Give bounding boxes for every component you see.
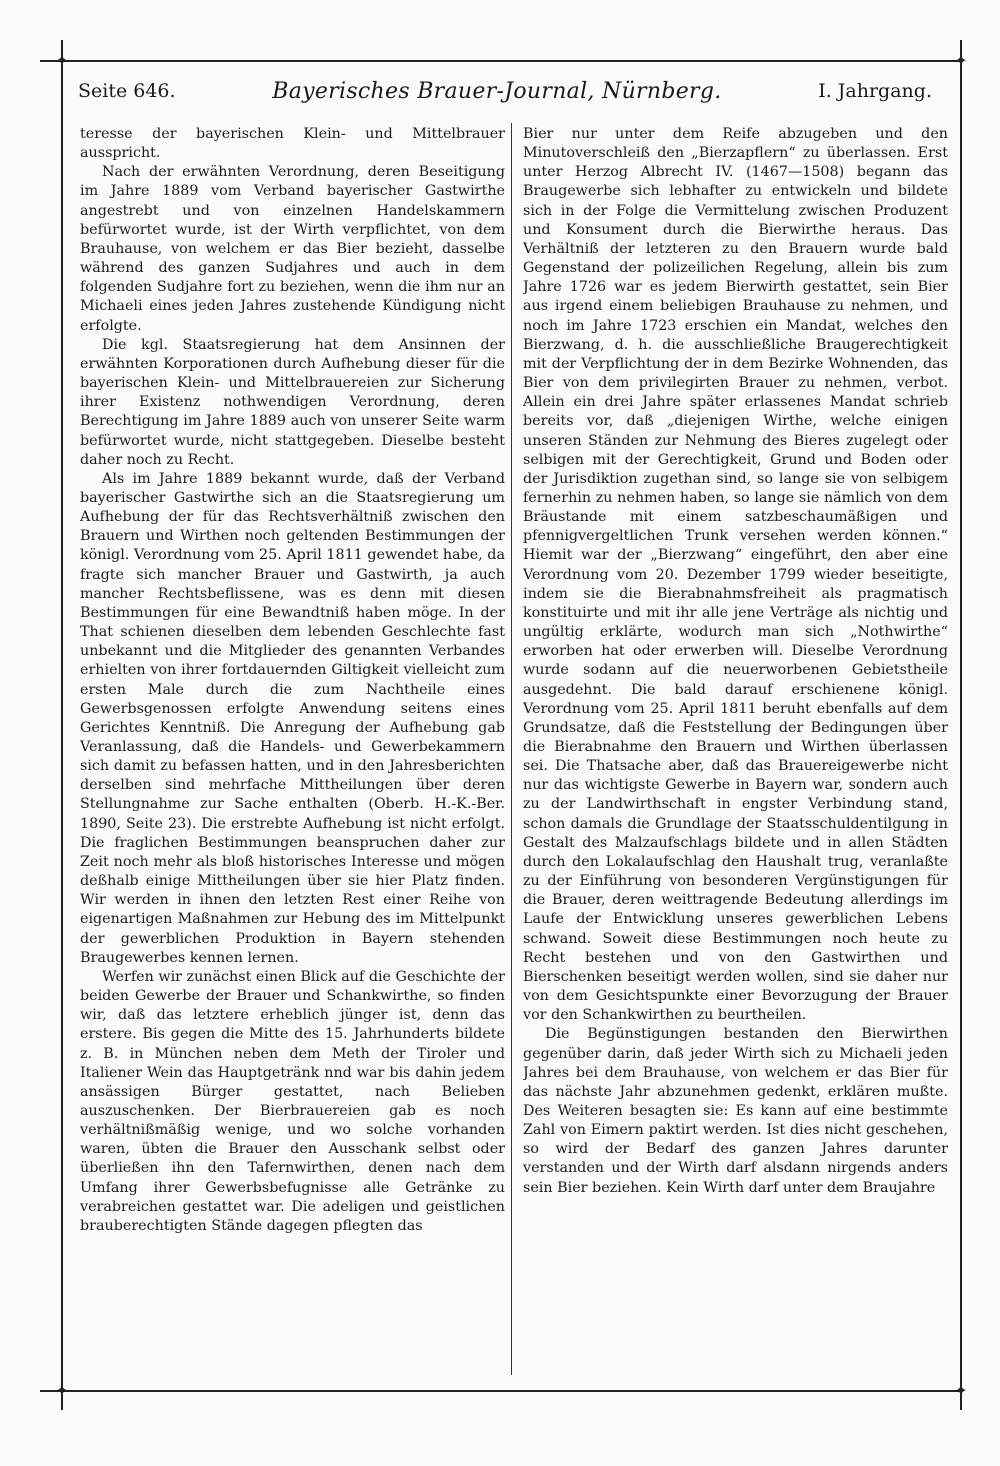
running-header (78, 74, 932, 108)
journal-title: Bayerisches Brauer-Journal, Nürnberg. (272, 78, 722, 104)
paragraph: Die Begünstigungen bestanden den Bierwirthen gegenüber darin, daß jeder Wirth sich zu Michaeli jeden Jahres bei dem Brauhause, von welchem er das Bier für das nächste Jahr abzunehmen gedenkt, erklären mußte. Des Weiteren besagten sie: Es kann auf eine bestimmte Zahl von Eimern paktirt werden. Ist dies nicht geschehen, so wird der Bedarf des ganzen Jahres darunter verstanden und der Wirth darf alsdann nirgends anders sein Bier beziehen. Kein Wirth darf unter dem Braujahre (523, 1026, 948, 1196)
paragraph: teresse der bayerischen Klein- und Mittelbrauer ausspricht. (80, 126, 505, 162)
frame-top-rule (40, 60, 960, 62)
corner-ornament-icon: ✦ (954, 1381, 968, 1400)
paragraph: Werfen wir zunächst einen Blick auf die Geschichte der beiden Gewerbe der Brauer und Schankwirthe, so finden wir, daß das letztere erheblich jünger ist, denn das erstere. Bis gegen die Mitte des 15. Jahrhunderts bildete z. B. in München neben dem Meth der Tiroler und Italiener Wein das Hauptgetränk nnd war bis dahin jedem ansässigen Bürger gestattet, nach Belieben auszuschenken. Der Bierbrauereien gab es noch verhältnißmäßig wenige, und wo solche vorhanden waren, übten die Brauer den Ausschank selbst oder überließen ihn den Tafernwirthen, denen nach dem Umfang ihrer Gewerbsbefugnisse alle Getränke zu verabreichen gestattet war. Die adeligen und geistlichen brauberechtigten Stände dagegen pflegten das (80, 968, 505, 1234)
paragraph: Bier nur unter dem Reife abzugeben und den Minutoverschleiß den „Bierzapflern“ zu überlassen. Erst unter Herzog Albrecht IV. (1467—1508) begann das Braugewerbe sich lebhafter zu entwickeln und bildete sich in der Folge die Vermittelung zwischen Produzent und Konsument durch die Bierwirthe heraus. Das Verhältniß der letzteren zu den Brauern wurde bald Gegenstand der polizeilichen Regelung, allein bis zum Jahre 1726 war es jedem Bierwirth gestattet, sein Bier aus irgend einem beliebigen Brauhause zu nehmen, und noch im Jahre 1723 erschien ein Mandat, welches den Bierzwang, d. h. die ausschließliche Braugerechtigkeit mit der Verpflichtung der in dem Bezirke Wohnenden, das Bier von dem privilegirten Brauer zu nehmen, verbot. Allein ein drei Jahre später erlassenes Mandat schrieb bereits vor, daß „diejenigen Wirthe, welche einigen unseren Ständen zur Nehmung des Bieres zugelegt oder selbigen mit der Gerechtigkeit, Grund und Boden oder der Jurisdiktion zugethan sind, so lange sie von selbigem fernerhin zu nehmen haben, so lange sie nämlich von dem Bräustande mit einem satzbeschaumäßigen und pfennigvergeltlichen Trunk versehen werden können.“ Hiemit war der „Bierzwang“ eingeführt, den aber eine Verordnung vom 20. Dezember 1799 wieder beseitigte, indem sie die Bierabnahmsfreiheit als pragmatisch konstituirte und mit ihr alle jene Verträge als nichtig und ungültig erklärte, wodurch man sich „Nothwirthe“ erworben hat oder erwerben will. Dieselbe Verordnung wurde sodann auf die neuerworbenen Gebietstheile ausgedehnt. Die bald darauf erschienene königl. Verordnung vom 25. April 1811 beruht ebenfalls auf dem Grundsatze, daß die Feststellung der Bedingungen über die Bierabnahme den Brauern und Wirthen überlassen sei. Die Thatsache aber, daß das Brauereigewerbe nicht nur das wichtigste Gewerbe in Bayern war, sondern auch zu der Landwirthschaft in engster Verbindung stand, schon damals die Grundlage der Staatsschuldentilgung in Gestalt des Malzaufschlags bildete und in allen Städten durch den Lokalaufschlag den Haushalt trug, veranlaßte zu der Einführung von besonderen Vergünstigungen für die Brauer, deren weittragende Bedeutung allerdings im Laufe der Entwicklung unseres gewerblichen Lebens schwand. Soweit diese Bestimmungen noch heute zu Recht bestehen und von den Gastwirthen und Bierschenken beseitigt werden wollen, sind sie daher nur von dem Gesichtspunkte einer Bevorzugung der Brauer vor den Schankwirthen zu beurtheilen. (523, 126, 948, 1024)
column-divider (511, 123, 512, 1375)
page-number: Seite 646. (78, 80, 176, 102)
right-column (523, 125, 948, 1375)
left-column (80, 125, 505, 1375)
corner-ornament-icon: ✦ (55, 1381, 69, 1400)
paragraph: Die kgl. Staatsregierung hat dem Ansinnen der erwähnten Korporationen durch Aufhebung dieser für die bayerischen Klein- und Mittelbrauereien zur Sicherung ihrer Existenz nothwendigen Verordnung, deren Berechtigung im Jahre 1889 auch von unserer Seite warm befürwortet wurde, nicht stattgegeben. Dieselbe besteht daher noch zu Recht. (80, 336, 505, 468)
frame-bottom-rule (40, 1390, 960, 1392)
volume-label: I. Jahrgang. (818, 80, 932, 102)
frame-right-rule (960, 40, 962, 1410)
corner-ornament-icon: ✦ (55, 51, 69, 70)
frame-left-rule (61, 40, 63, 1410)
paragraph: Nach der erwähnten Verordnung, deren Beseitigung im Jahre 1889 vom Verband bayerischer Gastwirthe angestrebt und von einzelnen Handelskammern befürwortet wurde, ist der Wirth verpflichtet, von dem Brauhause, von welchem er das Bier bezieht, dasselbe während des ganzen Sudjahres und auch in dem folgenden Sudjahre fort zu beziehen, wenn die ihm nur an Michaeli eines jeden Jahres zustehende Kündigung nicht erfolgte. (80, 164, 505, 334)
corner-ornament-icon: ✦ (954, 51, 968, 70)
paragraph: Als im Jahre 1889 bekannt wurde, daß der Verband bayerischer Gastwirthe sich an die Staatsregierung um Aufhebung der für das Rechtsverhältniß zwischen den Brauern und Wirthen noch geltenden Bestimmungen der königl. Verordnung vom 25. April 1811 gewendet habe, da fragte sich mancher Brauer und Gastwirth, ja auch mancher Rechtsbeflissene, was es denn mit diesen Bestimmungen für eine Bewandtniß haben möge. In der That schienen dieselben dem lebenden Geschlechte fast unbekannt und die Mitglieder des genannten Verbandes erhielten von ihrer fortdauernden Giltigkeit vielleicht zum ersten Male durch die zum Nachtheile eines Gewerbsgenossen erfolgte Anwendung seitens eines Gerichtes Kenntniß. Die Anregung der Aufhebung gab Veranlassung, daß die Handels- und Gewerbekammern sich damit zu befassen hatten, und in den Jahresberichten derselben sind mehrfache Mittheilungen über deren Stellungnahme zur Sache enthalten (Oberb. H.-K.-Ber. 1890, Seite 23). Die erstrebte Aufhebung ist nicht erfolgt. Die fraglichen Bestimmungen beanspruchen daher zur Zeit noch mehr als bloß historisches Interesse und mögen deßhalb einige Mittheilungen über sie hier Platz finden. Wir werden in ihnen den letzten Rest einer Reihe von eigenartigen Maßnahmen zur Hebung des im Mittelpunkt der gewerblichen Produktion in Bayern stehenden Braugewerbes kennen lernen. (80, 470, 505, 966)
